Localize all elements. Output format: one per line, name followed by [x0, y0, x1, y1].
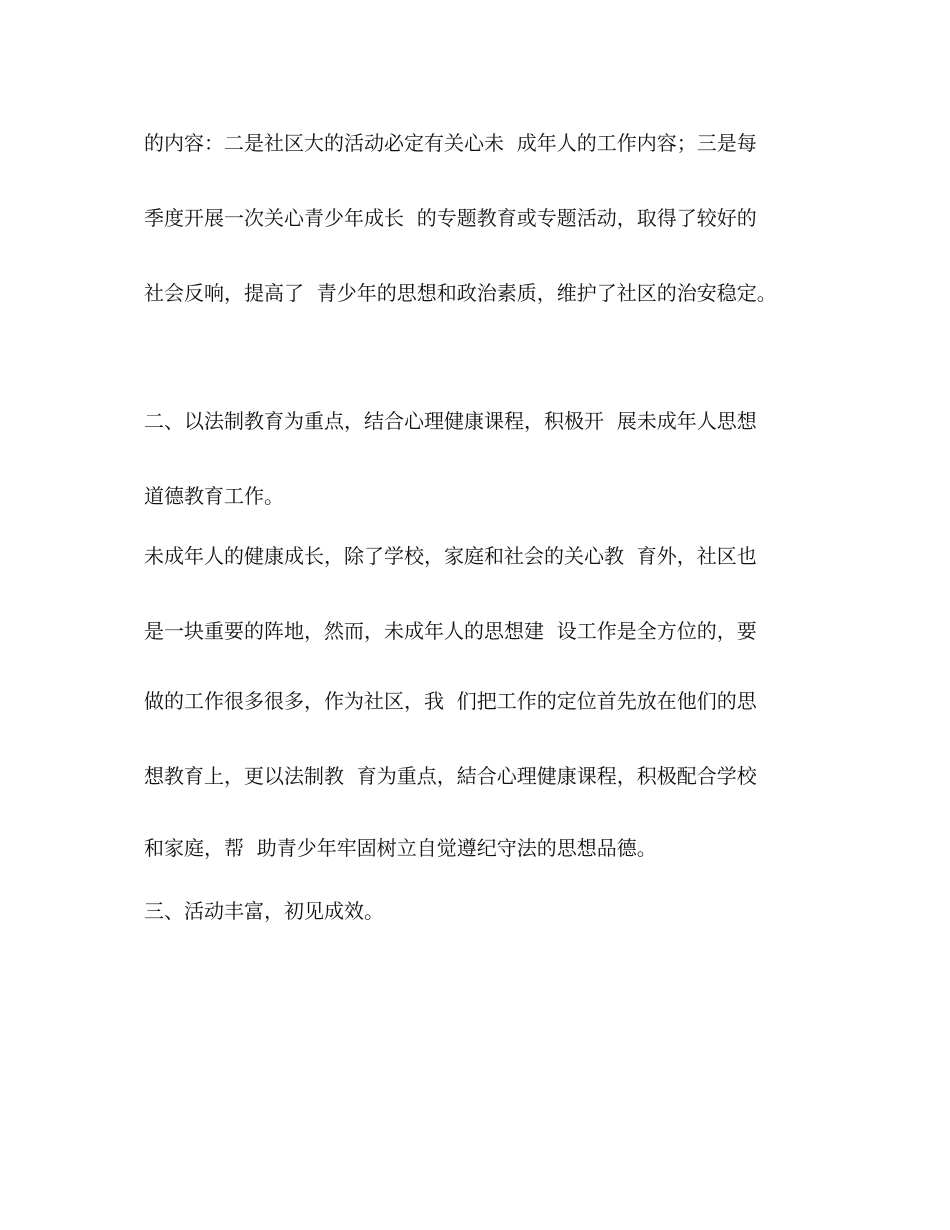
paragraph-line: 是一块重要的阵地，然而，未成年人的思想建 设工作是全方位的，要 — [144, 619, 757, 643]
paragraph-line: 未成年人的健康成长，除了学校，家庭和社会的关心教 育外，社区也 — [144, 544, 757, 568]
paragraph-line: 的内容：二是社区大的活动必定有关心未 成年人的工作内容；三是每 — [144, 131, 757, 155]
section-heading-line: 道德教育工作。 — [144, 484, 284, 508]
paragraph-line: 做的工作很多很多，作为社区，我 们把工作的定位首先放在他们的思 — [144, 689, 757, 713]
paragraph-line: 和家庭，帮 助青少年牢固树立自觉遵纪守法的思想品德。 — [144, 836, 657, 860]
section-heading-line: 三、活动丰富，初见成效。 — [144, 899, 384, 923]
section-heading-line: 二、以法制教育为重点，结合心理健康课程，积极开 展未成年人思想 — [144, 409, 757, 433]
paragraph-line: 季度开展一次关心青少年成长 的专题教育或专题活动，取得了较好的 — [144, 206, 757, 230]
paragraph-line: 想教育上，更以法制教 育为重点，結合心理健康课程，积极配合学校 — [144, 764, 757, 788]
paragraph-line: 社会反响，提高了 青少年的思想和政治素质，维护了社区的治安稳定。 — [144, 281, 777, 305]
